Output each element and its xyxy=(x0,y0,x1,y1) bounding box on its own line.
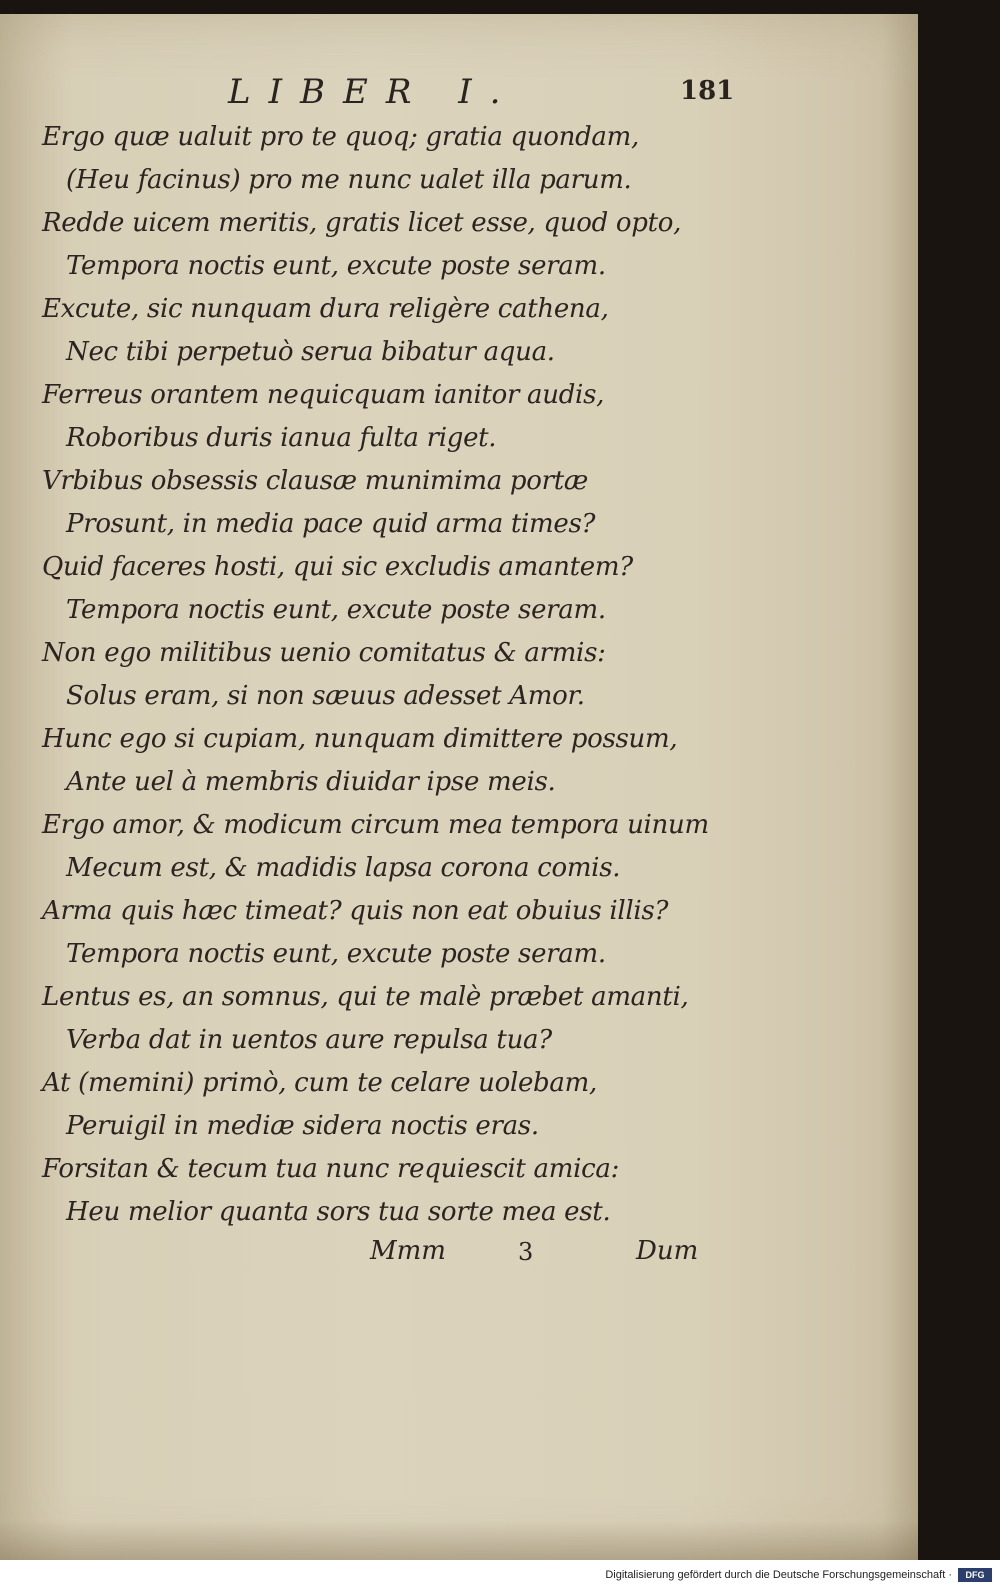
verse-line: Ergo amor, & modicum circum mea tempora uinum xyxy=(42,810,709,840)
verse-line: (Heu facinus) pro me nunc ualet illa parum. xyxy=(66,165,632,195)
verse-line: Heu melior quanta sors tua sorte mea est. xyxy=(66,1197,611,1227)
verse-line: Tempora noctis eunt, excute poste seram. xyxy=(66,251,606,281)
verse-line: Vrbibus obsessis clausæ munimima portæ xyxy=(42,466,589,496)
verse-line: Tempora noctis eunt, excute poste seram. xyxy=(66,595,606,625)
verse-line: Ergo quæ ualuit pro te quoq; gratia quondam, xyxy=(42,122,639,152)
verse-line: Roboribus duris ianua fulta riget. xyxy=(66,423,497,453)
verse-line: Forsitan & tecum tua nunc requiescit amica: xyxy=(42,1154,620,1184)
catchline xyxy=(0,1236,918,1276)
verse-line: Mecum est, & madidis lapsa corona comis. xyxy=(66,853,621,883)
verse-line: Ferreus orantem nequicquam ianitor audis, xyxy=(42,380,605,410)
book-page xyxy=(0,14,918,1560)
verse-line: Tempora noctis eunt, excute poste seram. xyxy=(66,939,606,969)
running-head: LIBER I. xyxy=(228,72,519,112)
signature-number: 3 xyxy=(518,1238,534,1266)
digitization-footer xyxy=(0,1560,1000,1591)
verse-line: Verba dat in uentos aure repulsa tua? xyxy=(66,1025,552,1055)
verse-line: Hunc ego si cupiam, nunquam dimittere possum, xyxy=(42,724,678,754)
verse-line: Lentus es, an somnus, qui te malè præbet amanti, xyxy=(42,982,689,1012)
catchword: Dum xyxy=(636,1236,699,1266)
signature-mark: Mmm xyxy=(370,1236,446,1266)
verse-line: Excute, sic nunquam dura religère cathena, xyxy=(42,294,609,324)
verse-line: Nec tibi perpetuò serua bibatur aqua. xyxy=(66,337,555,367)
funding-credit: Digitalisierung gefördert durch die Deutsche Forschungsgemeinschaft · xyxy=(605,1569,952,1581)
verse-line: Redde uicem meritis, gratis licet esse, quod opto, xyxy=(42,208,682,238)
folio-number: 181 xyxy=(680,76,735,106)
page-header xyxy=(0,72,918,112)
verse-line: Peruigil in mediæ sidera noctis eras. xyxy=(66,1111,539,1141)
verse-line: At (memini) primò, cum te celare uolebam, xyxy=(42,1068,597,1098)
verse-line: Ante uel à membris diuidar ipse meis. xyxy=(66,767,556,797)
verse-line: Arma quis hæc timeat? quis non eat obuius illis? xyxy=(42,896,669,926)
verse-line: Quid faceres hosti, qui sic excludis amantem? xyxy=(42,552,633,582)
verse-line: Non ego militibus uenio comitatus & armis: xyxy=(42,638,606,668)
verse-line: Solus eram, si non sæuus adesset Amor. xyxy=(66,681,585,711)
dfg-logo-icon: DFG xyxy=(958,1568,992,1582)
verse-line: Prosunt, in media pace quid arma times? xyxy=(66,509,596,539)
